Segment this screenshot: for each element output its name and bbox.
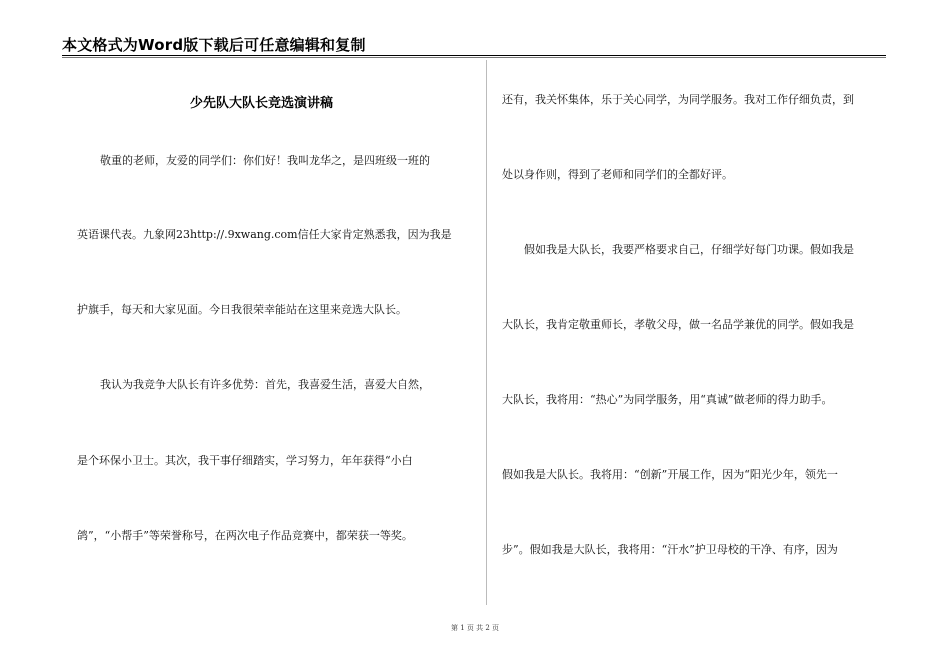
body-line: 是个环保小卫士。其次，我干事仔细踏实，学习努力，年年获得“小白 bbox=[77, 454, 413, 467]
body-line: 还有，我关怀集体，乐于关心同学，为同学服务。我对工作仔细负责，到 bbox=[502, 93, 854, 106]
body-line: 护旗手，每天和大家见面。今日我很荣幸能站在这里来竞选大队长。 bbox=[77, 303, 407, 316]
body-line: 假如我是大队长。我将用：“创新”开展工作，因为“阳光少年，领先一 bbox=[502, 468, 838, 481]
body-line: 处以身作则，得到了老师和同学们的全都好评。 bbox=[502, 168, 733, 181]
document-title: 少先队大队长竞选演讲稿 bbox=[190, 96, 334, 111]
header-rule-thin bbox=[62, 57, 886, 58]
body-line: 英语课代表。九象网23http://.9xwang.com信任大家肯定熟悉我，因为我是 bbox=[77, 228, 452, 241]
header-banner: 本文格式为Word版下载后可任意编辑和复制 bbox=[62, 36, 366, 54]
header-rule bbox=[62, 55, 886, 56]
body-line: 鸽”，“小帮手”等荣誉称号，在两次电子作品竞赛中，都荣获一等奖。 bbox=[77, 529, 413, 542]
page-indicator: 第 1 页 共 2 页 bbox=[450, 624, 500, 632]
body-line: 步”。假如我是大队长，我将用：“汗水”护卫母校的干净、有序，因为 bbox=[502, 543, 838, 556]
body-line: 我认为我竞争大队长有许多优势：首先，我喜爱生活，喜爱大自然， bbox=[100, 378, 430, 391]
body-line: 敬重的老师，友爱的同学们：你们好！我叫龙华之，是四班级一班的 bbox=[100, 154, 430, 167]
column-divider bbox=[486, 60, 487, 605]
body-line: 大队长，我肯定敬重师长，孝敬父母，做一名品学兼优的同学。假如我是 bbox=[502, 318, 854, 331]
body-line: 大队长，我将用：“热心”为同学服务，用“真诚”做老师的得力助手。 bbox=[502, 393, 833, 406]
body-line: 假如我是大队长，我要严格要求自己，仔细学好每门功课。假如我是 bbox=[524, 243, 854, 256]
